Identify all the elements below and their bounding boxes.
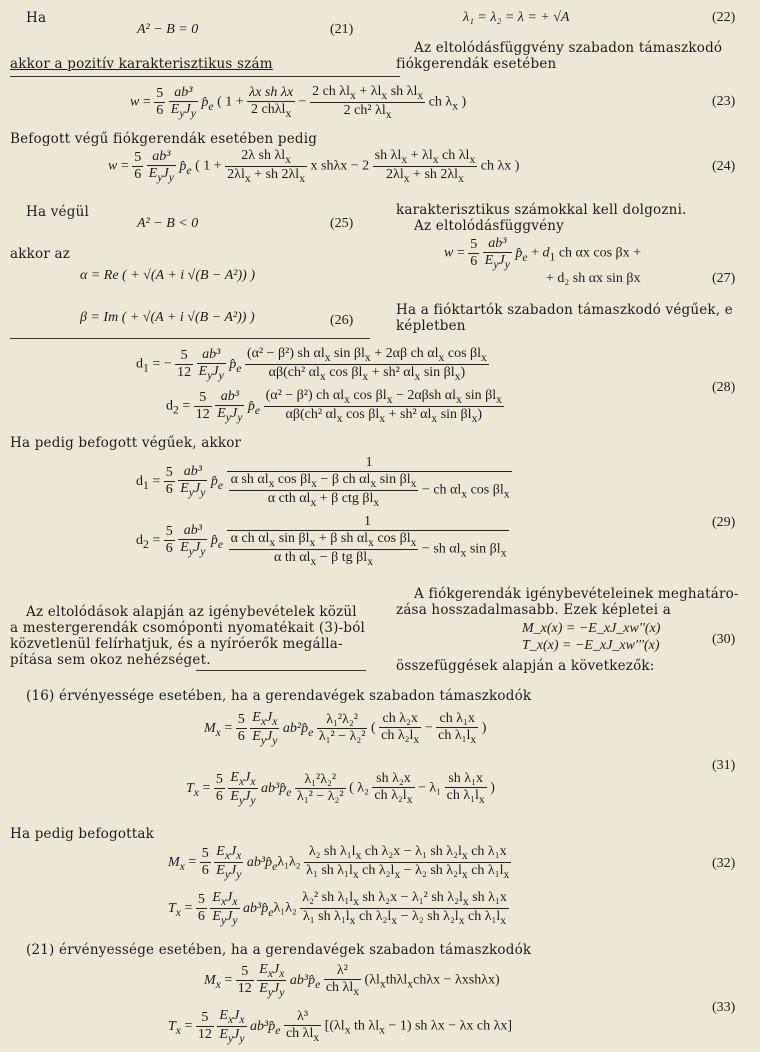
condition-21-text: (21) érvényessége esetében, ha a gerendavégek szabadon támaszkodók: [26, 942, 532, 958]
equation-number-32: (32): [712, 856, 736, 871]
equation-33-tx: $T_x$ = $\frac{5}{12}$ $\frac{E_xJ_x}{E_yJ_y}$ $ab^3p̂_e$ $\frac{\text{λ³}}{ch \lambda l_x}$ [($\lambda l_x$ th $\lambda l_x - 1$) sh λx − λx ch λx]: [168, 1008, 513, 1045]
left-paragraph-line-4: pítása sem okoz nehézséget.: [10, 652, 211, 668]
ha-pedig-befogott-text: Ha pedig befogott végűek, akkor: [10, 435, 242, 451]
akkor-az-label: akkor az: [10, 246, 71, 262]
equation-number-26: (26): [330, 313, 354, 328]
ha-vegul-label: Ha végül: [26, 204, 89, 220]
equation-number-25: (25): [330, 216, 354, 231]
equation-21: A² − B = 0: [137, 22, 199, 37]
right-paragraph-line-1: A fiókgerendák igénybevételeinek meghatáro-: [414, 586, 739, 602]
osszefuggesek-text: összefüggések alapján a következők:: [396, 658, 655, 674]
beta-equation: β = Im ( + √(A + i √(B − A²)) ): [80, 310, 255, 325]
right-intro-line-1: Az eltolódásfüggvény szabadon támaszkodó: [414, 40, 723, 56]
condition-16-text: (16) érvényessége esetében, ha a gerendavégek szabadon támaszkodók: [26, 688, 532, 704]
equation-number-23: (23): [712, 94, 736, 109]
equation-25: A² − B < 0: [137, 216, 199, 231]
equation-27-b: + d₂ sh αx sin βx: [546, 271, 641, 286]
equation-30-a: M_x(x) = −E_xJ_xw''(x): [522, 621, 661, 636]
equation-number-31: (31): [712, 758, 736, 773]
equation-23: w = $\frac{5}{6}$ $\frac{\text{ab³}}{E_yJ_y}$ $p̂_e$ ( 1 + $\frac{\text{λx sh λx}}{2 ch\lambda l_x}$ − $\frac{2 ch \lambda l_x + \lambda l_x sh \lambda l_x}{2 ch^2 \lambda l_x}$ ch $\lambda_x$ ): [130, 84, 467, 121]
equation-number-24: (24): [712, 159, 736, 174]
equation-30-b: T_x(x) = −E_xJ_xw'''(x): [522, 638, 660, 653]
equation-28-d2: $d_2$ = $\frac{5}{12}$ $\frac{\text{ab³}}{E_yJ_y}$ $p̂_e$ $\frac{(\alpha^2 - \beta^2) ch \alpha l_x \cos \beta l_x - 2\alpha\beta sh \alpha l_x \sin \beta l_x}{\alpha\beta(ch^2 \alpha l_x \cos \beta l_x + sh^2 \alpha l_x \sin \beta l_x)}$: [166, 388, 502, 425]
equation-28-d1: $d_1$ = − $\frac{5}{12}$ $\frac{\text{ab³}}{E_yJ_y}$ $p̂_e$ $\frac{(\alpha^2 - \beta^2) sh \alpha l_x \sin \beta l_x + 2\alpha\beta ch \alpha l_x \cos \beta l_x}{\alpha\beta(ch^2 \alpha l_x \cos \beta l_x + sh^2 \alpha l_x \sin \beta l_x)}$: [136, 346, 487, 383]
equation-32-tx: $T_x$ = $\frac{5}{6}$ $\frac{E_xJ_x}{E_yJ_y}$ $ab^3p̂_e\lambda_1\lambda_2$ $\frac{\lambda_2^2 sh \lambda_1l_x sh \lambda_2x - \lambda_1^2 sh \lambda_2l_x sh \lambda_1x}{\lambda_1 sh \lambda_1l_x ch \lambda_2l_x - \lambda_2 sh \lambda_2l_x ch \lambda_1l_x}$: [168, 890, 507, 927]
divider: [10, 76, 400, 77]
left-paragraph-line-1: Az eltolódások alapján az igénybevételek közül: [26, 604, 357, 620]
equation-33-mx: $M_x$ = $\frac{5}{12}$ $\frac{E_xJ_x}{E_yJ_y}$ $ab^3p̂_e$ $\frac{\text{λ²}}{ch \lambda l_x}$ $(\lambda l_xth\lambda l_xch\lambda x - \lambda xsh\lambda x)$: [204, 962, 500, 999]
left-paragraph-line-2: a mestergerendák csomóponti nyomatékait (3)-ból: [10, 620, 366, 636]
left-paragraph-line-3: közvetlenül felírhatjuk, és a nyíróerők megálla-: [10, 636, 343, 652]
right-paragraph-line-2: zása hosszadalmasabb. Ezek képletei a: [396, 602, 671, 618]
equation-24: w = $\frac{5}{6}$ $\frac{\text{ab³}}{E_yJ_y}$ $p̂_e$ ( 1 + $\frac{2\lambda sh \lambda l_x}{2\lambda l_x + sh 2\lambda l_x}$ x shλx − 2 $\frac{sh \lambda l_x + \lambda l_x ch \lambda l_x}{2\lambda l_x + sh 2\lambda l_x}$ ch λx ): [108, 148, 520, 185]
kar-text-line-1: karakterisztikus számokkal kell dolgozni.: [396, 202, 687, 218]
equation-29-d1: $d_1$ = $\frac{5}{6}$ $\frac{\text{ab³}}{E_yJ_y}$ $p̂_e$ 1 $\frac{\alpha sh \alpha l_x \cos \beta l_x - \beta ch \alpha l_x \sin \beta l_x}{\alpha cth \alpha l_x + \beta ctg \beta l_x}$ − ch $\alpha l_x$ $\cos \beta l_x$: [136, 455, 510, 509]
fioktartok-line-2: képletben: [396, 318, 466, 334]
divider: [10, 338, 370, 339]
equation-22: λ₁ = λ₂ = λ = + √A: [463, 10, 570, 25]
fioktartok-line-1: Ha a fióktartók szabadon támaszkodó végűek, e: [396, 302, 733, 318]
ha-label: Ha: [26, 10, 47, 26]
equation-number-22: (22): [712, 10, 736, 25]
equation-number-29: (29): [712, 515, 736, 530]
befogott-text: Befogott végű fiókgerendák esetében pedig: [10, 131, 318, 147]
alpha-equation: α = Re ( + √(A + i √(B − A²)) ): [80, 268, 255, 283]
akkor-text: akkor a pozitív karakterisztikus szám: [10, 56, 273, 72]
equation-number-21: (21): [330, 22, 354, 37]
kar-text-line-2: Az eltolódásfüggvény: [414, 218, 564, 234]
equation-31-tx: $T_x$ = $\frac{5}{6}$ $\frac{E_xJ_x}{E_yJ_y}$ $ab^3p̂_e$ $\frac{\text{λ₁²λ₂²}}{\text{λ₁² − λ₂²}}$ ( λ₂ $\frac{\text{sh λ₂x}}{ch \lambda_2l_x}$ − λ₁ $\frac{\text{sh λ₁x}}{ch \lambda_1l_x}$ ): [186, 770, 495, 807]
right-intro-line-2: fiókgerendák esetében: [396, 56, 557, 72]
equation-number-27: (27): [712, 271, 736, 286]
equation-31-mx: $M_x$ = $\frac{5}{6}$ $\frac{E_xJ_x}{E_yJ_y}$ $ab^2p̂_e$ $\frac{\text{λ₁²λ₂²}}{\text{λ₁² − λ₂²}}$ ( $\frac{\text{ch λ₂x}}{ch \lambda_2l_x}$ − $\frac{\text{ch λ₁x}}{ch \lambda_1l_x}$ ): [204, 710, 487, 747]
equation-27-a: w = $\frac{5}{6}$ $\frac{\text{ab³}}{E_yJ_y}$ $p̂_e + d_1$ ch αx cos βx +: [444, 236, 642, 271]
equation-number-28: (28): [712, 380, 736, 395]
equation-number-30: (30): [712, 632, 736, 647]
equation-32-mx: $M_x$ = $\frac{5}{6}$ $\frac{E_xJ_x}{E_yJ_y}$ $ab^3p̂_e\lambda_1\lambda_2$ $\frac{\lambda_2 sh \lambda_1l_x ch \lambda_2x - \lambda_1 sh \lambda_2l_x ch \lambda_1x}{\lambda_1 sh \lambda_1l_x ch \lambda_2l_x - \lambda_2 sh \lambda_2l_x ch \lambda_1l_x}$: [168, 844, 510, 881]
ha-pedig-befogottak-text: Ha pedig befogottak: [10, 826, 155, 842]
equation-29-d2: $d_2$ = $\frac{5}{6}$ $\frac{\text{ab³}}{E_yJ_y}$ $p̂_e$ 1 $\frac{\alpha ch \alpha l_x \sin \beta l_x + \beta sh \alpha l_x \cos \beta l_x}{\alpha th \alpha l_x - \beta tg \beta l_x}$ − sh $\alpha l_x$ $\sin \beta l_x$: [136, 514, 507, 568]
divider: [196, 670, 366, 671]
equation-number-33: (33): [712, 1000, 736, 1015]
